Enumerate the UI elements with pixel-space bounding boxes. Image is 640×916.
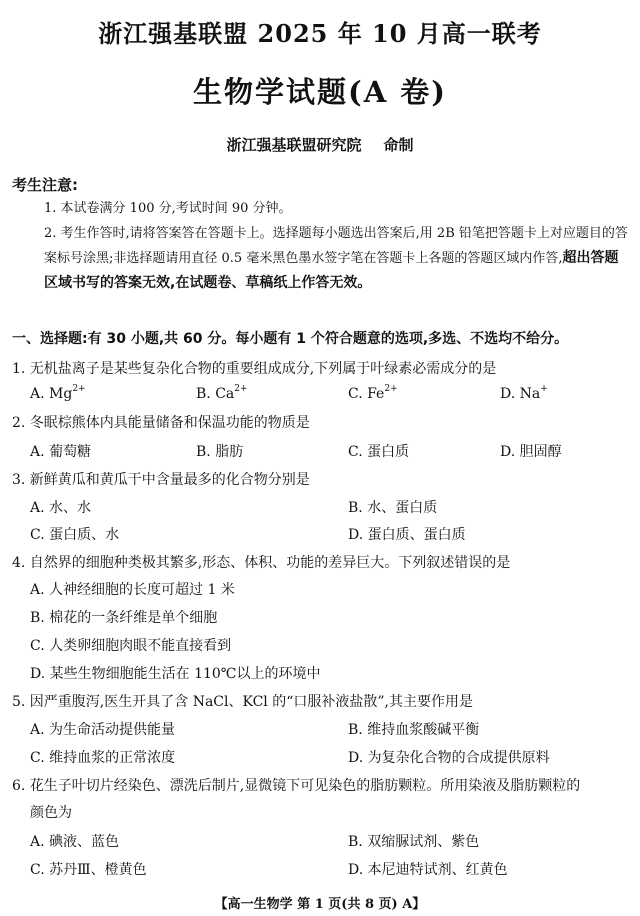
question-stem: 1. 无机盐离子是某些复杂化合物的重要组成成分,下列属于叶绿素必需成分的是: [12, 361, 497, 377]
exam-main-title: 浙江强基联盟 2025 年 10 月高一联考: [98, 19, 542, 48]
option-a: A. 水、水: [30, 500, 92, 516]
option-b: B. 脂肪: [196, 444, 244, 460]
option-d: D. 蛋白质、蛋白质: [348, 527, 466, 543]
option-b: B. 水、蛋白质: [348, 500, 438, 516]
option-a: A. $Mg^{2+}$: [30, 384, 86, 402]
option-d: D. 为复杂化合物的合成提供原料: [348, 750, 550, 766]
question-stem: 6. 花生子叶切片经染色、漂洗后制片,显微镜下可见染色的脂肪颗粒。所用染液及脂肪颗粒的: [12, 778, 581, 794]
option-c: C. $Fe^{2+}$: [348, 384, 398, 402]
option-a: A. 葡萄糖: [30, 444, 92, 460]
notice-item-2-emphasis: 超出答题区域书写的答案无效,在试题卷、草稿纸上作答无效。: [44, 250, 619, 291]
institute-name: 浙江强基联盟研究院: [226, 136, 362, 154]
option-c: C. 苏丹Ⅲ、橙黄色: [30, 862, 147, 878]
question-stem: 4. 自然界的细胞种类极其繁多,形态、体积、功能的差异巨大。下列叙述错误的是: [12, 555, 511, 571]
page-footer: 【高一生物学 第 1 页(共 8 页) A】: [214, 897, 426, 912]
notice-item-2: [44, 221, 632, 296]
option-c: C. 蛋白质、水: [30, 527, 120, 543]
option-b: B. $Ca^{2+}$: [196, 384, 248, 402]
question-stem: 2. 冬眠棕熊体内具能量储备和保温功能的物质是: [12, 415, 310, 431]
question-stem-continued: 颜色为: [30, 805, 72, 821]
option-b: B. 维持血浆酸碱平衡: [348, 722, 480, 738]
notice-heading: 考生注意:: [12, 176, 78, 194]
section-heading-choice: 一、选择题:有 30 小题,共 60 分。每小题有 1 个符合题意的选项,多选、不选均不给分。: [12, 331, 569, 347]
institute-suffix: 命制: [383, 136, 414, 154]
option-d: D. 某些生物细胞能生活在 110℃以上的环境中: [30, 666, 321, 682]
option-d: D. 本尼迪特试剂、红黄色: [348, 862, 508, 878]
option-b: B. 双缩脲试剂、紫色: [348, 834, 480, 850]
option-c: C. 维持血浆的正常浓度: [30, 750, 176, 766]
option-b: B. 棉花的一条纤维是单个细胞: [30, 610, 218, 626]
question-stem: 3. 新鲜黄瓜和黄瓜干中含量最多的化合物分别是: [12, 472, 310, 488]
option-a: A. 人神经细胞的长度可超过 1 米: [30, 582, 235, 598]
option-a: A. 碘液、蓝色: [30, 834, 120, 850]
exam-institute: [0, 134, 640, 155]
option-c: C. 人类卵细胞肉眼不能直接看到: [30, 638, 232, 654]
notice-item-1: 1. 本试卷满分 100 分,考试时间 90 分钟。: [44, 201, 292, 216]
exam-subject-title: 生物学试题(A 卷): [192, 75, 448, 109]
option-d: D. Na+: [500, 384, 548, 402]
option-d: D. 胆固醇: [500, 444, 562, 460]
question-stem: 5. 因严重腹泻,医生开具了含 NaCl、KCl 的“口服补液盐散”,其主要作用是: [12, 694, 473, 710]
notice-item-2-text: 2. 考生作答时,请将答案答在答题卡上。选择题每小题选出答案后,用 2B 铅笔把答题卡上对应题目的答案标号涂黑;非选择题请用直径 0.5 毫米黑色墨水签字笔在答题卡上各题的答题区域内作答,: [44, 226, 628, 266]
option-c: C. 蛋白质: [348, 444, 410, 460]
option-a: A. 为生命活动提供能量: [30, 722, 176, 738]
